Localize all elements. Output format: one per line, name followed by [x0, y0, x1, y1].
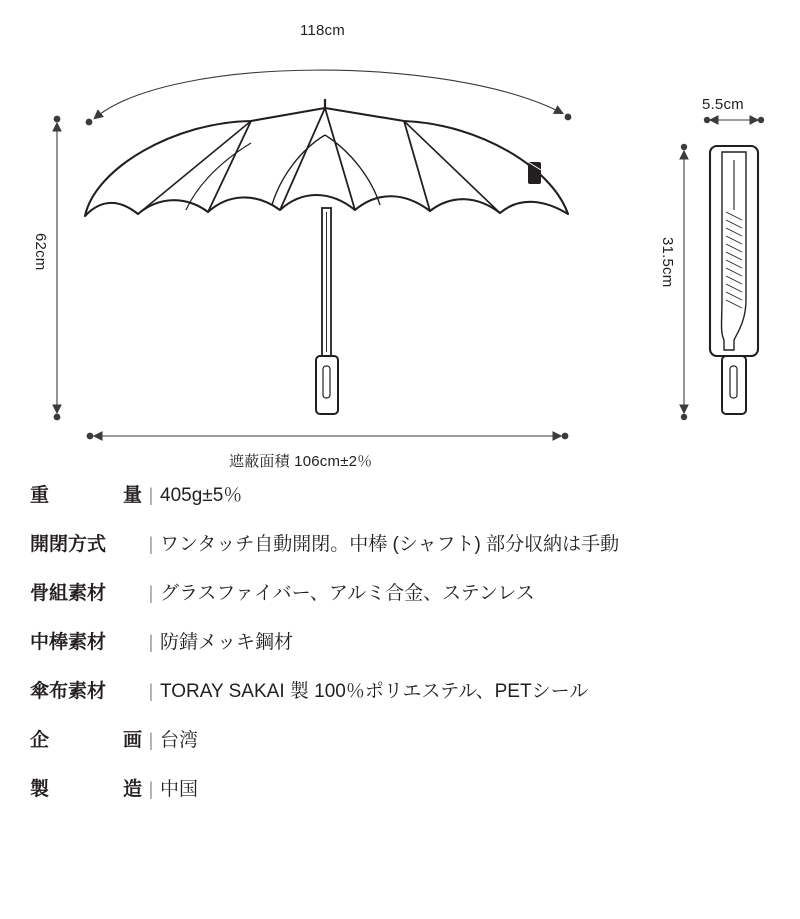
spec-row-frame-material — [0, 578, 800, 627]
spec-label-char: 骨組素材 — [30, 583, 107, 604]
spec-label-char: 重 — [30, 485, 50, 506]
spec-row-manufacture — [0, 774, 800, 823]
spec-row-fabric-material — [0, 676, 800, 725]
spec-label-char: 傘布素材 — [30, 681, 107, 702]
folded-length-label: 31.5cm — [659, 237, 676, 288]
spec-label-manufacture — [30, 774, 142, 801]
spec-label-frame-material — [30, 578, 142, 605]
canopy-width-label: 118cm — [300, 22, 345, 39]
spec-value-weight: 405g±5％ — [160, 485, 243, 506]
spec-value-planning: 台湾 — [160, 730, 199, 751]
spec-label-char: 開閉方式 — [30, 534, 107, 555]
open-umbrella-diagram — [85, 99, 568, 414]
height-dimension-arrow — [54, 116, 61, 421]
spec-label-char: 製 — [30, 779, 50, 800]
spec-row-open-close-method — [0, 529, 800, 578]
spec-table — [0, 480, 800, 823]
spec-separator: | — [148, 534, 154, 554]
spec-separator: | — [148, 583, 154, 603]
folded-length-dimension-arrow — [681, 144, 687, 420]
folded-width-dimension-arrow — [704, 117, 764, 123]
spec-label-char: 中棒素材 — [30, 632, 107, 653]
canopy-tag-icon — [528, 162, 541, 184]
coverage-area-label: 遮蔽面積 106cm±2％ — [229, 453, 373, 470]
spec-label-planning — [30, 725, 142, 752]
spec-label-shaft-material — [30, 627, 142, 654]
spec-label-char: 画 — [122, 730, 142, 751]
spec-separator: | — [148, 485, 154, 505]
canopy-height-label: 62cm — [32, 233, 49, 271]
spec-label-open-close-method — [30, 529, 142, 556]
spec-label-char: 造 — [122, 779, 142, 800]
spec-row-planning — [0, 725, 800, 774]
spec-label-char: 量 — [122, 485, 142, 506]
spec-label-fabric-material — [30, 676, 142, 703]
spec-row-weight — [0, 480, 800, 529]
folded-width-label: 5.5cm — [702, 96, 744, 113]
spec-row-shaft-material — [0, 627, 800, 676]
spec-separator: | — [148, 730, 154, 750]
spec-value-shaft-material: 防錆メッキ鋼材 — [160, 632, 294, 653]
spec-label-char: 企 — [30, 730, 50, 751]
spec-label-weight — [30, 480, 142, 507]
spec-separator: | — [148, 632, 154, 652]
folded-umbrella-diagram — [710, 146, 758, 414]
spec-separator: | — [148, 779, 154, 799]
spec-value-frame-material: グラスファイバー、アルミ合金、ステンレス — [160, 583, 535, 604]
spec-value-open-close-method: ワンタッチ自動開閉。中棒 (シャフト) 部分収納は手動 — [160, 534, 620, 555]
spec-value-fabric-material: TORAY SAKAI 製 100％ポリエステル、PETシール — [160, 681, 589, 702]
spec-separator: | — [148, 681, 154, 701]
spec-value-manufacture: 中国 — [160, 779, 199, 800]
area-dimension-arrow — [87, 433, 569, 440]
